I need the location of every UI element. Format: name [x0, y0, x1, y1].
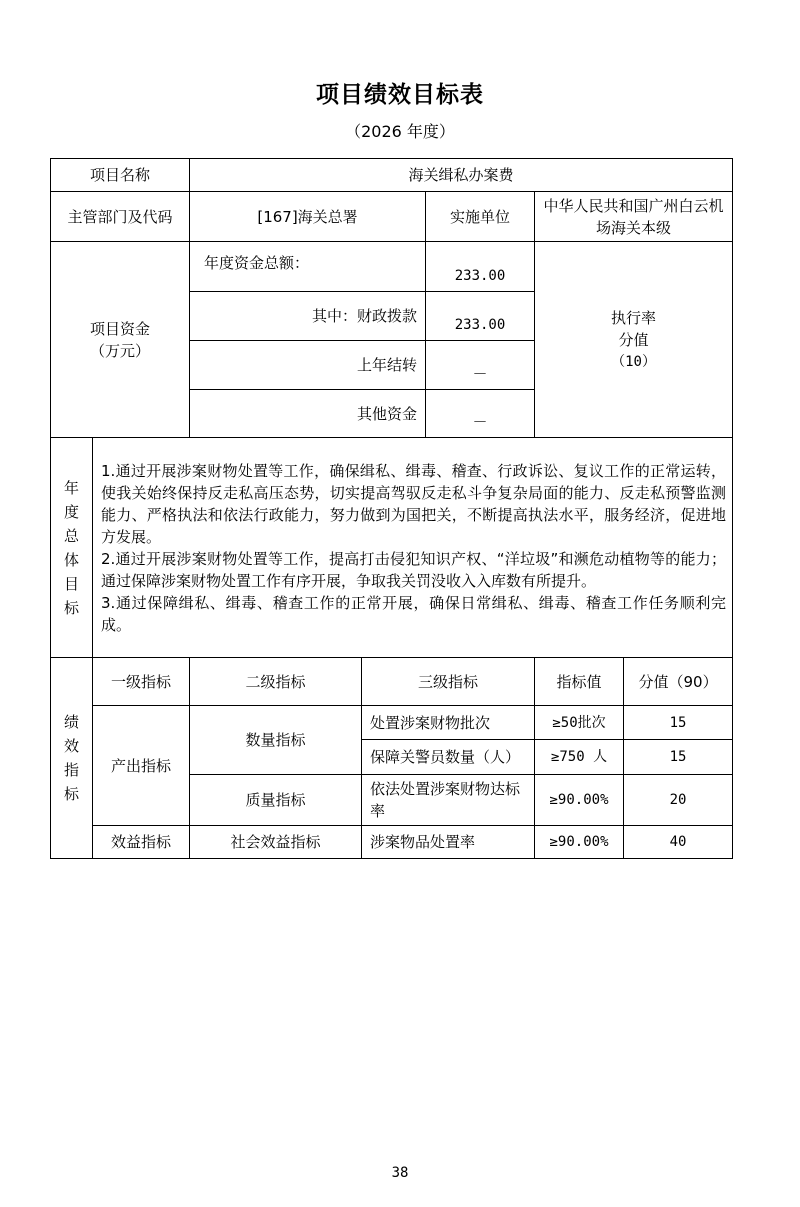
output-indicator-label: 产出指标	[93, 706, 190, 826]
indicator-score-3: 20	[624, 775, 733, 826]
execution-rate	[535, 242, 733, 438]
header-level1: 一级指标	[93, 658, 190, 706]
funds-total-value: 233.00	[426, 242, 535, 292]
performance-table	[50, 158, 733, 859]
header-level2: 二级指标	[190, 658, 362, 706]
execution-rate-score: （10）	[611, 353, 656, 370]
quality-indicator-label: 质量指标	[190, 775, 362, 826]
funds-label-line2: （万元）	[90, 341, 151, 360]
project-name-label: 项目名称	[51, 159, 190, 192]
funds-carryover-label: 上年结转	[190, 341, 426, 390]
indicator-name-3: 依法处置涉案财物达标率	[362, 775, 535, 826]
indicator-value-3: ≥90.00%	[535, 775, 624, 826]
funds-other-value: －	[426, 390, 535, 438]
funds-fiscal-value: 233.00	[426, 292, 535, 341]
project-name-value: 海关缉私办案费	[190, 159, 733, 192]
page-subtitle: （2026 年度）	[345, 122, 455, 141]
goals-label: 年度总体目标	[63, 478, 79, 617]
funds-total-label: 年度资金总额：	[190, 242, 426, 292]
indicator-name-2: 保障关警员数量（人）	[362, 740, 535, 775]
goal-item-3: 3.通过保障缉私、缉毒、稽查工作的正常开展，确保日常缉私、缉毒、稽查工作任务顺利完成。	[101, 593, 727, 634]
funds-other-label: 其他资金	[190, 390, 426, 438]
indicator-name-4: 涉案物品处置率	[362, 826, 535, 859]
indicator-value-2: ≥750 人	[535, 740, 624, 775]
unit-label: 实施单位	[426, 192, 535, 242]
dept-value: [167]海关总署	[190, 192, 426, 242]
indicator-score-4: 40	[624, 826, 733, 859]
execution-rate-line1: 执行率	[611, 308, 657, 327]
social-benefit-label: 社会效益指标	[190, 826, 362, 859]
goals-text	[93, 438, 733, 658]
funds-label	[51, 242, 190, 438]
indicator-name-1: 处置涉案财物批次	[362, 706, 535, 740]
quantity-indicator-label: 数量指标	[190, 706, 362, 775]
indicators-label: 绩效指标	[63, 713, 79, 803]
goal-item-1: 1.通过开展涉案财物处置等工作，确保缉私、缉毒、稽查、行政诉讼、复议工作的正常运转，使我关始终保持反走私高压态势，切实提高驾驭反走私斗争复杂局面的能力、反走私预警监测能力、严格执法和依法行政能力，努力做到为国把关，不断提高执法水平，服务经济，促进地方发展。	[101, 461, 727, 546]
goal-item-2: 2.通过开展涉案财物处置等工作，提高打击侵犯知识产权、“洋垃圾”和濒危动植物等的能力；通过保障涉案财物处置工作有序开展，争取我关罚没收入入库数有所提升。	[101, 549, 727, 590]
funds-fiscal-label: 其中：财政拨款	[190, 292, 426, 341]
indicator-score-2: 15	[624, 740, 733, 775]
indicator-value-1: ≥50批次	[535, 706, 624, 740]
indicators-label-cell	[51, 658, 93, 859]
indicator-value-4: ≥90.00%	[535, 826, 624, 859]
header-level3: 三级指标	[362, 658, 535, 706]
page-number: 38	[391, 1165, 409, 1181]
funds-carryover-value: －	[426, 341, 535, 390]
funds-label-line1: 项目资金	[90, 319, 151, 338]
execution-rate-line2: 分值	[618, 330, 649, 349]
header-score: 分值（90）	[624, 658, 733, 706]
unit-value: 中华人民共和国广州白云机场海关本级	[535, 192, 733, 242]
header-value: 指标值	[535, 658, 624, 706]
page-title: 项目绩效目标表	[316, 82, 484, 108]
dept-label: 主管部门及代码	[51, 192, 190, 242]
goals-label-cell	[51, 438, 93, 658]
indicator-score-1: 15	[624, 706, 733, 740]
benefit-indicator-label: 效益指标	[93, 826, 190, 859]
